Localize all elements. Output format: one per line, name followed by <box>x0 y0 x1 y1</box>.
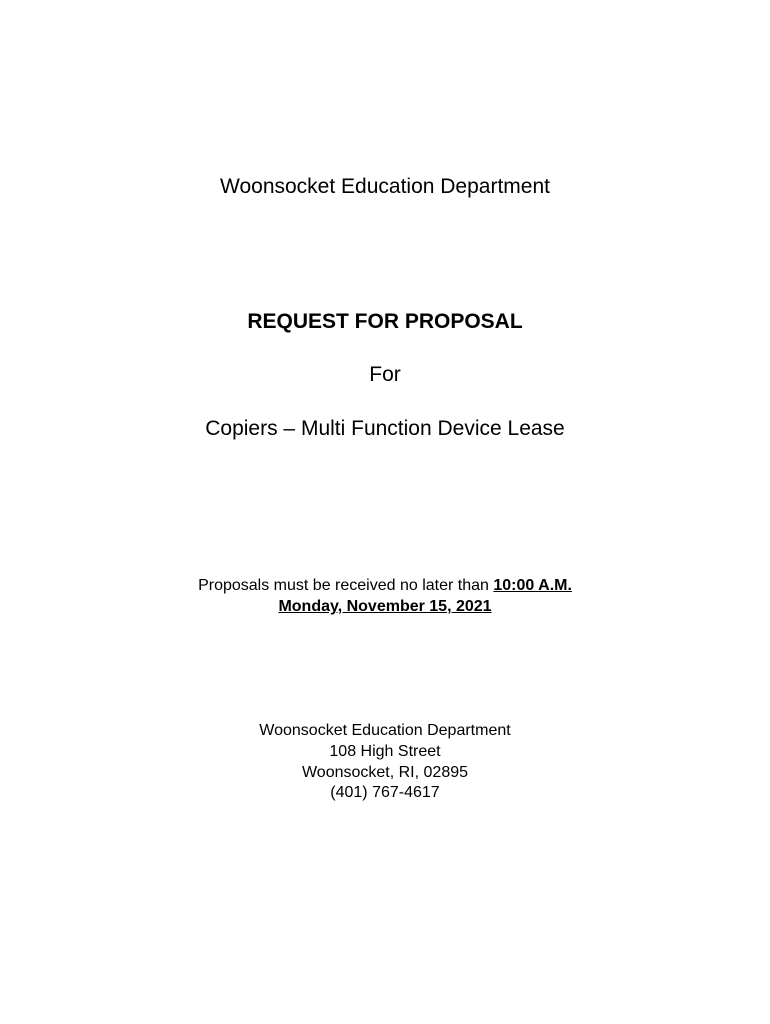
rfp-heading: REQUEST FOR PROPOSAL <box>247 310 523 333</box>
deadline-statement <box>0 576 770 596</box>
rfp-subject: Copiers – Multi Function Device Lease <box>205 417 565 440</box>
deadline-prefix: Proposals must be received no later than <box>198 577 494 594</box>
for-label: For <box>369 363 401 386</box>
organization-title: Woonsocket Education Department <box>220 175 550 198</box>
address-name: Woonsocket Education Department <box>259 722 511 739</box>
address-street: 108 High Street <box>329 743 441 760</box>
deadline-date: Monday, November 15, 2021 <box>278 598 492 615</box>
address-phone: (401) 767-4617 <box>330 784 440 801</box>
deadline-date-line <box>0 597 770 617</box>
address-city-state-zip: Woonsocket, RI, 02895 <box>301 764 469 781</box>
deadline-time: 10:00 A.M. <box>493 577 572 594</box>
